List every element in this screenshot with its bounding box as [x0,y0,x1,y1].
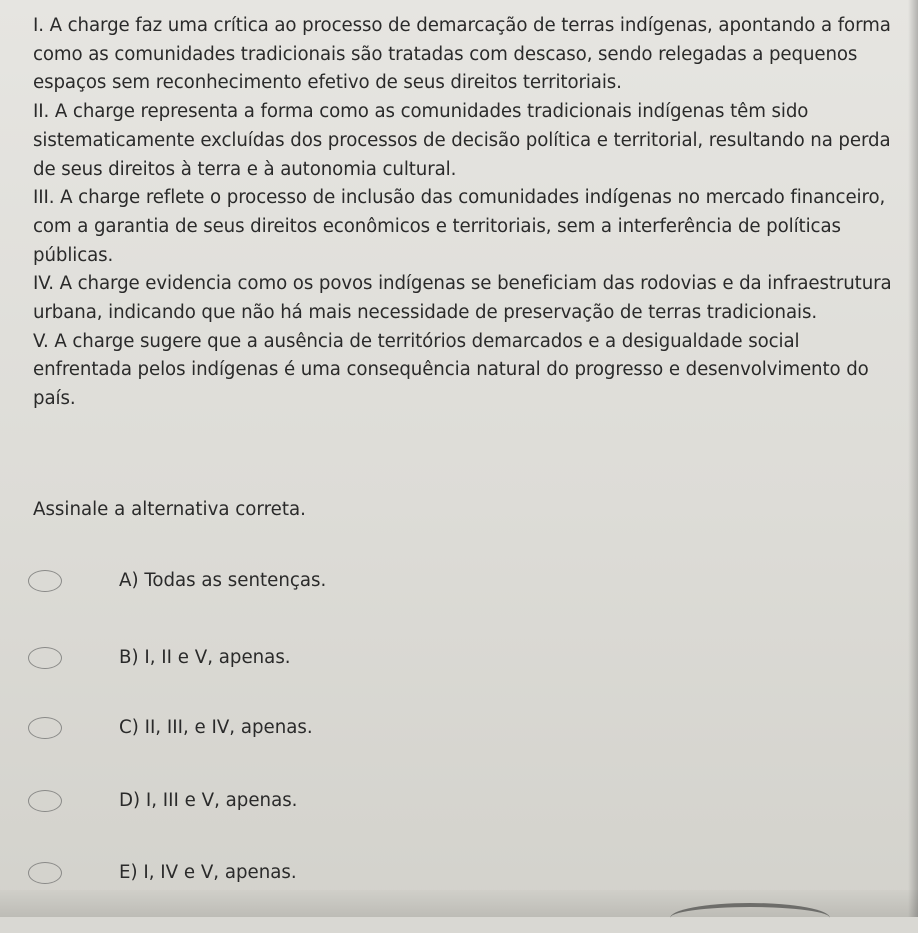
option-b-label: B) I, II e V, apenas. [119,647,291,668]
option-d-label: D) I, III e V, apenas. [119,790,298,811]
right-edge-shadow [908,0,918,917]
option-c[interactable] [28,713,628,753]
radio-circle-icon[interactable] [28,647,62,669]
option-b[interactable] [28,643,628,683]
question-instruction: Assinale a alternativa correta. [33,499,306,520]
radio-circle-icon[interactable] [28,570,62,592]
option-d[interactable] [28,786,628,826]
statements-list [33,12,903,414]
option-a-label: A) Todas as sentenças. [119,570,327,591]
statement-iii: III. A charge reflete o processo de inclusão das comunidades indígenas no mercado financeiro, com a garantia de seus direitos econômicos e territoriais, sem a interferência de políticas públicas. [33,187,886,266]
option-e-label: E) I, IV e V, apenas. [119,862,297,883]
option-c-label: C) II, III, e IV, apenas. [119,717,313,738]
radio-circle-icon[interactable] [28,717,62,739]
radio-circle-icon[interactable] [28,862,62,884]
option-a[interactable] [28,566,628,606]
statement-iv: IV. A charge evidencia como os povos indígenas se beneficiam das rodovias e da infraestrutura urbana, indicando que não há mais necessidade de preservação de terras tradicionais. [33,273,892,324]
statement-v: V. A charge sugere que a ausência de territórios demarcados e a desigualdade social enfrentada pelos indígenas é uma consequência natural do progresso e desenvolvimento do país. [33,330,869,410]
radio-circle-icon[interactable] [28,790,62,812]
statement-i: I. A charge faz uma crítica ao processo de demarcação de terras indígenas, apontando a forma como as comunidades tradicionais são tratadas com descaso, sendo relegadas a pequenos espaços sem reconhecimento efetivo de seus direitos territoriais. [33,15,891,94]
bottom-curve-decoration [670,903,830,933]
statement-ii: II. A charge representa a forma como as comunidades tradicionais indígenas têm sido sistematicamente excluídas dos processos de decisão política e territorial, resultando na perda de seus direitos à terra e à autonomia cultural. [33,101,891,180]
